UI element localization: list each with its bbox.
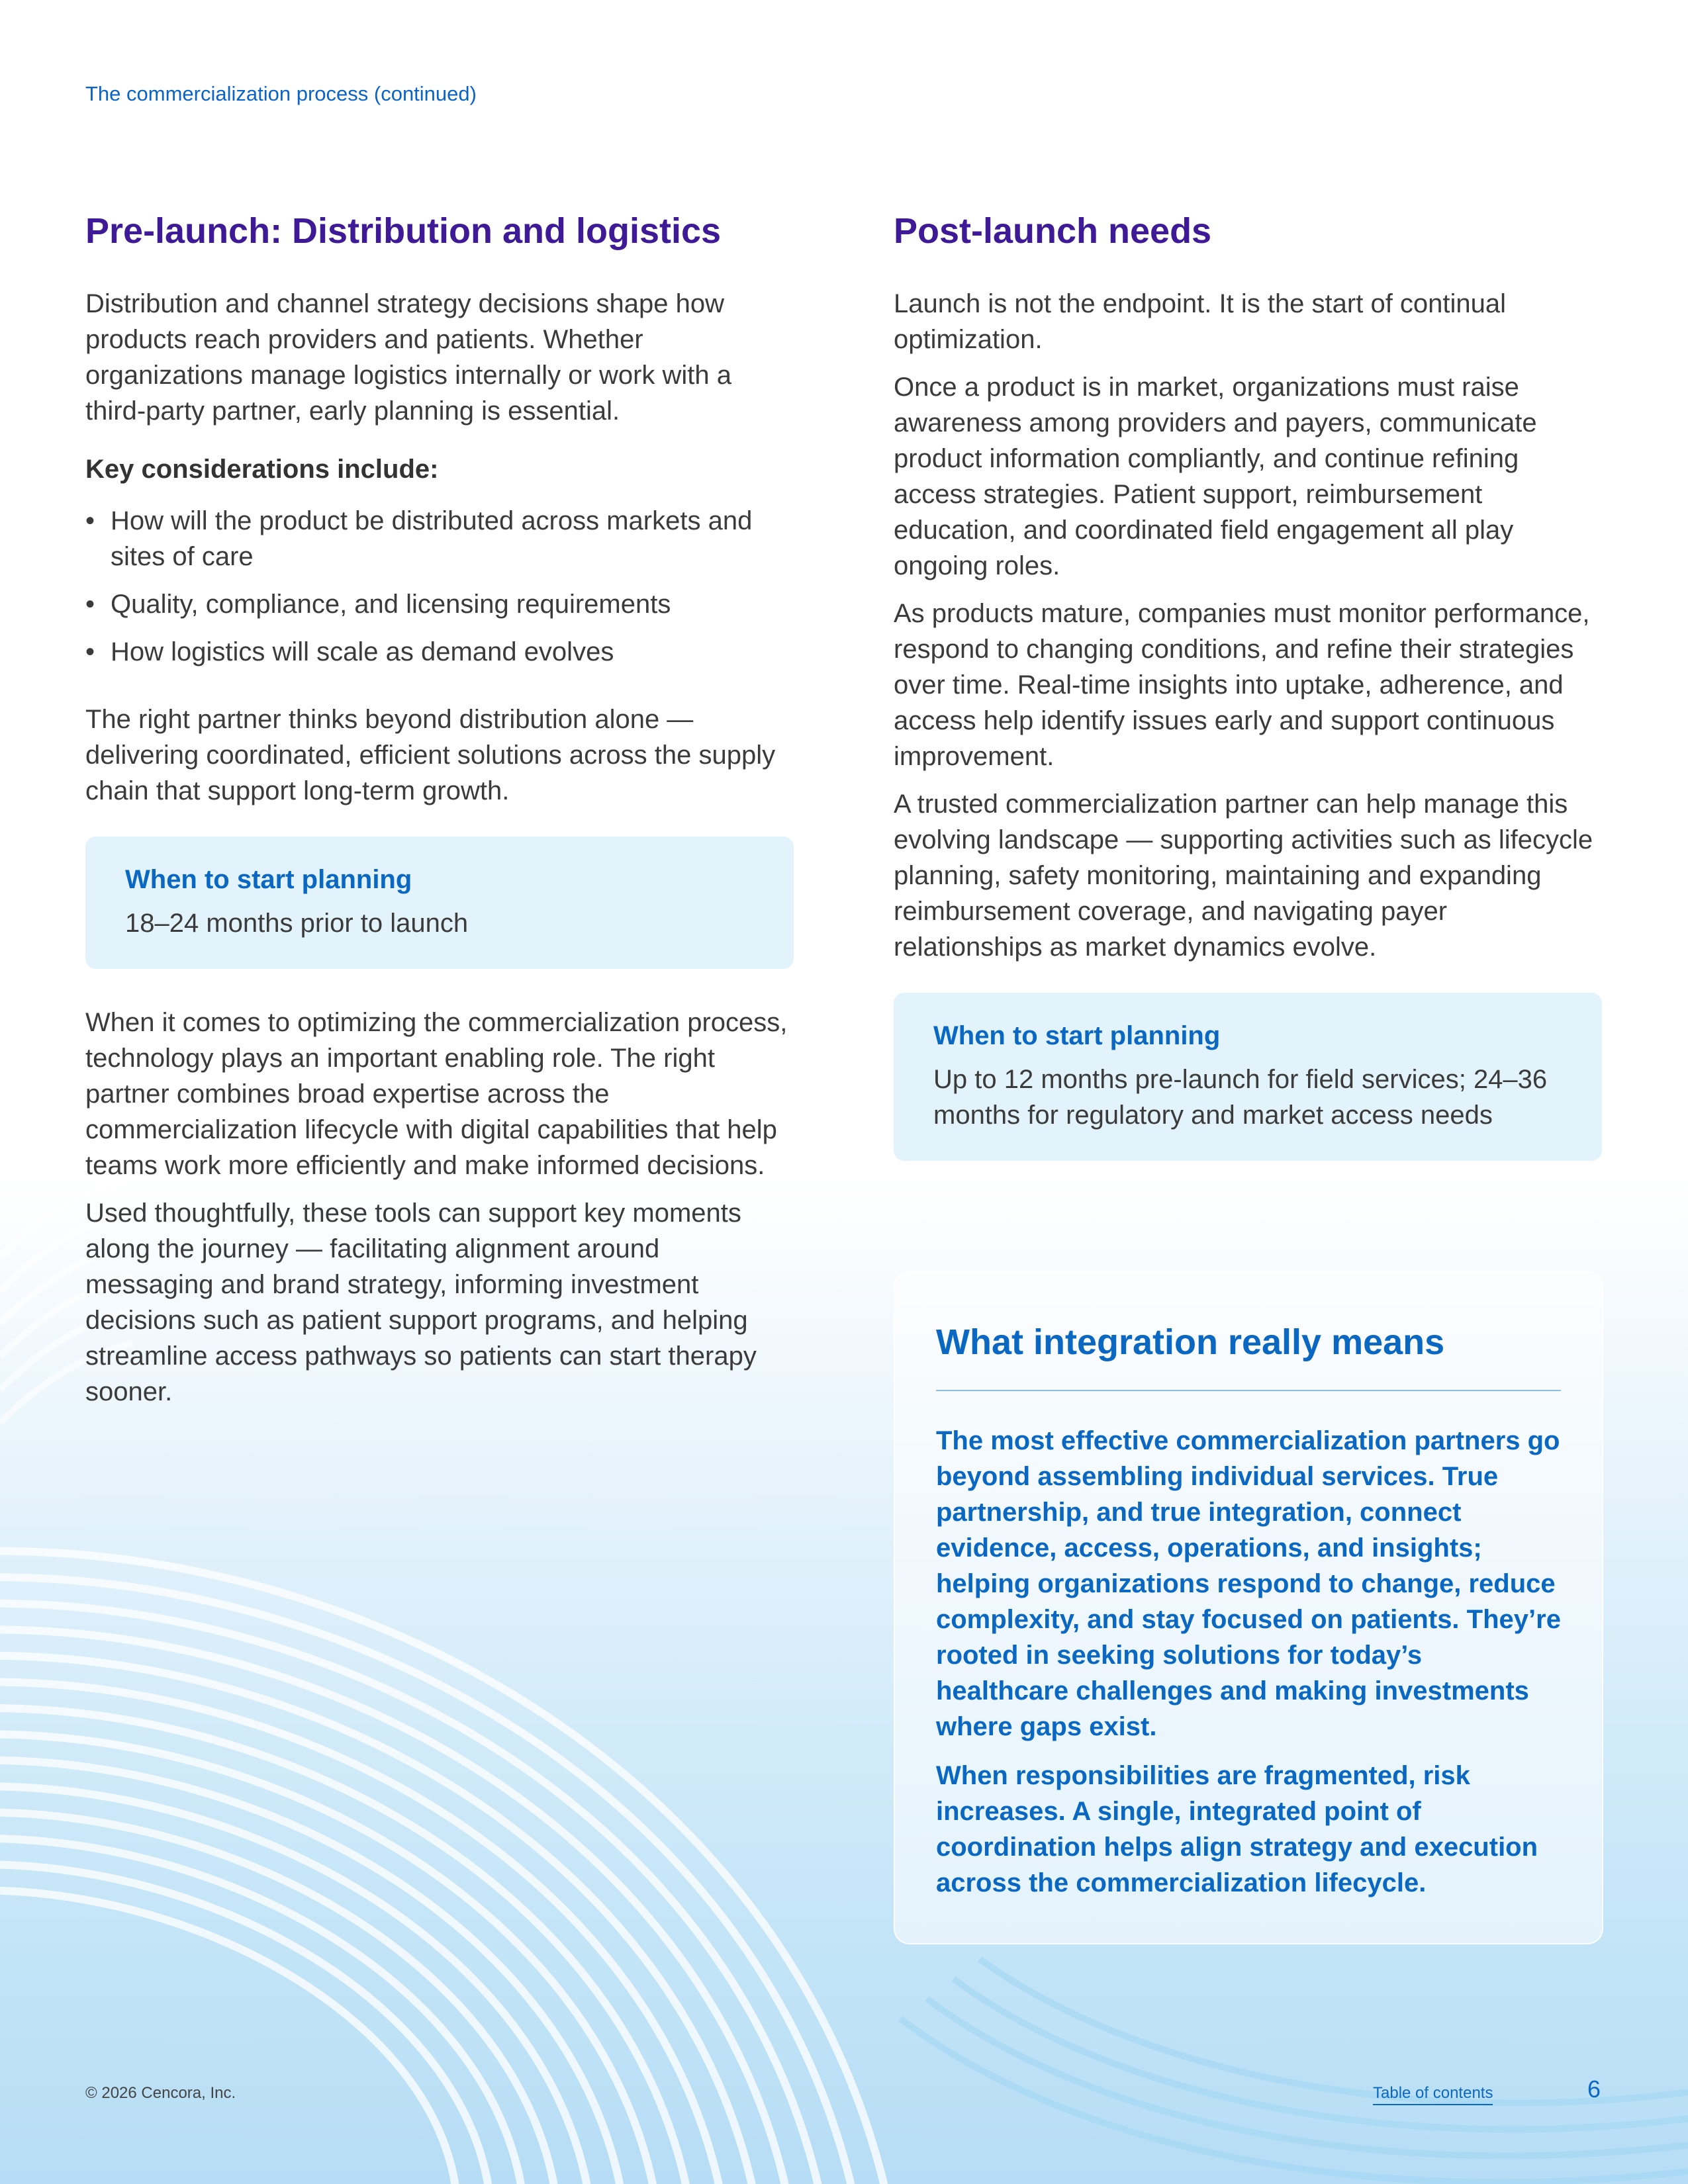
trusted-partner-paragraph: A trusted commercialization partner can help manage this evolving landscape — supporting activities such as lifecycle planning, safety monitoring, maintaining and expanding reimbursement coverage, and navigating payer relationships as market dynamics evolve. bbox=[894, 790, 1593, 962]
integration-paragraph-2: When responsibilities are fragmented, risk increases. A single, integrated point of coordination helps align strategy and execution across the commercialization lifecycle. bbox=[936, 1761, 1538, 1897]
bullet-icon: • bbox=[85, 506, 95, 535]
considerations-lead: Key considerations include: bbox=[85, 455, 439, 484]
planning-callout-prelaunch bbox=[85, 837, 794, 969]
integration-box bbox=[894, 1271, 1603, 1944]
in-market-paragraph: Once a product is in market, organizations must raise awareness among providers and payers, communicate product information compliantly, and continue refining access strategies. Patient support, reimbursement education, and coordinated field engagement all play ongoing roles. bbox=[894, 373, 1537, 580]
launch-paragraph: Launch is not the endpoint. It is the start of continual optimization. bbox=[894, 289, 1507, 354]
considerations-list bbox=[85, 503, 794, 670]
integration-paragraph: The most effective commercialization partners go beyond assembling individual services. True partnership, and true integration, connect evidence, access, operations, and insights; helping organizations respond to change, reduce complexity, and stay focused on patients. They’re rooted in seeking solutions for today’s healthcare challenges and making investments where gaps exist. bbox=[936, 1426, 1561, 1741]
left-column bbox=[85, 210, 794, 1422]
planning-callout-postlaunch bbox=[894, 993, 1602, 1161]
callout-text: 18–24 months prior to launch bbox=[125, 909, 469, 938]
list-item-text: Quality, compliance, and licensing requirements bbox=[111, 590, 671, 619]
list-item-text: How logistics will scale as demand evolves bbox=[111, 637, 614, 666]
integration-title: What integration really means bbox=[936, 1322, 1445, 1362]
section-title-postlaunch: Post-launch needs bbox=[894, 211, 1212, 251]
running-head: The commercialization process (continued) bbox=[85, 82, 477, 105]
callout-text: Up to 12 months pre-launch for field services; 24–36 months for regulatory and market access needs bbox=[933, 1065, 1548, 1130]
divider bbox=[936, 1390, 1561, 1391]
section-title-prelaunch: Pre-launch: Distribution and logistics bbox=[85, 211, 722, 251]
tools-paragraph: Used thoughtfully, these tools can support key moments along the journey — facilitating alignment around messaging and brand strategy, informing investment decisions such as patient support programs, and helping streamline access pathways so patients can start therapy sooner. bbox=[85, 1199, 757, 1406]
intro-paragraph: Distribution and channel strategy decisions shape how products reach providers and patients. Whether organizations manage logistics internally or work with a third-party partner, early planning is essential. bbox=[85, 289, 732, 426]
callout-title: When to start planning bbox=[933, 1021, 1221, 1050]
callout-title: When to start planning bbox=[125, 865, 412, 894]
bullet-icon: • bbox=[85, 590, 95, 619]
right-column bbox=[894, 210, 1602, 1197]
list-item bbox=[85, 586, 794, 622]
list-item bbox=[85, 634, 794, 670]
list-item-text: How will the product be distributed across markets and sites of care bbox=[111, 506, 753, 571]
bullet-icon: • bbox=[85, 637, 95, 666]
page-number: 6 bbox=[1587, 2075, 1601, 2103]
partner-paragraph: The right partner thinks beyond distribution alone — delivering coordinated, efficient solutions across the supply chain that support long-term growth. bbox=[85, 705, 776, 805]
table-of-contents-link[interactable]: Table of contents bbox=[1373, 2084, 1493, 2105]
technology-paragraph: When it comes to optimizing the commercialization process, technology plays an important enabling role. The right partner combines broad expertise across the commercialization lifecycle with digital capabilities that help teams work more efficiently and make informed decisions. bbox=[85, 1008, 788, 1180]
copyright: © 2026 Cencora, Inc. bbox=[85, 2084, 236, 2102]
list-item bbox=[85, 503, 794, 574]
mature-paragraph: As products mature, companies must monitor performance, respond to changing conditions, and refine their strategies over time. Real-time insights into uptake, adherence, and access help identify issues early and support continuous improvement. bbox=[894, 599, 1590, 771]
